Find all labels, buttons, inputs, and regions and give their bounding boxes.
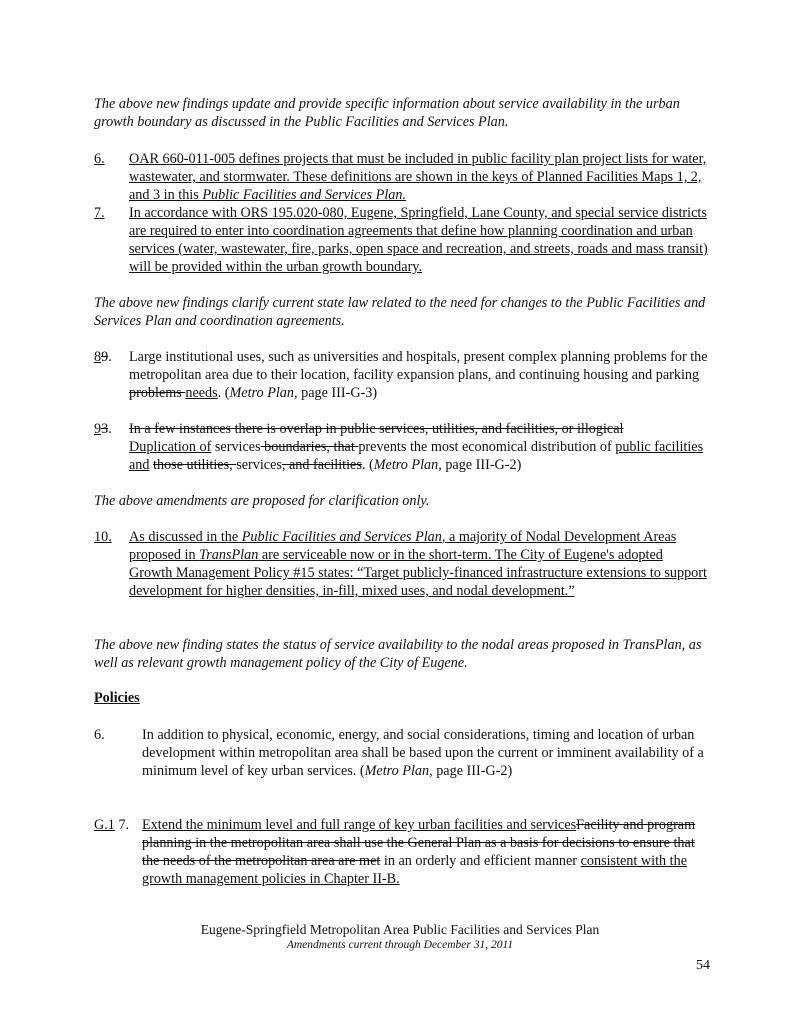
page-number: 54 — [696, 958, 710, 973]
finding-6-number: 6. — [94, 151, 105, 167]
intro-note: The above new findings update and provide specific information about service availability in the urban growth boundary as discussed in the Public Facilities and Services Plan. — [94, 96, 680, 130]
policy-6-number: 6. — [94, 727, 105, 743]
policies-heading: Policies — [94, 690, 140, 706]
nodal-note: The above new finding states the status of service availability to the nodal areas proposed in TransPlan, as well as relevant growth management policy of the City of Eugene. — [94, 637, 702, 671]
finding-7-text: In accordance with ORS 195.020-080, Eugene, Springfield, Lane County, and special service districts are required to enter into coordination agreements that define how planning coordination and urban services (water, wastewater, fire, parks, open space and recreation, and streets, roads and mass transit) will be provided within the urban growth boundary. — [129, 205, 708, 275]
item-8-text: Large institutional uses, such as universities and hospitals, present complex planning problems for the metropolitan area due to their location, facility expansion plans, and continuing housing and parking problems needs. (Metro Plan, page III-G-3) — [129, 349, 708, 401]
item-9-text: In a few instances there is overlap in public services, utilities, and facilities, or illogical Duplication of services boundaries, that prevents the most economical distribution of public facilities and those utilities, services, and facilities. (Metro Plan, page III-G-2) — [129, 421, 704, 473]
finding-6-text: OAR 660-011-005 defines projects that must be included in public facility plan project lists for water, wastewater, and stormwater. These definitions are shown in the keys of Planned Facilities Maps 1, 2, and 3 in this Public Facilities and Services Plan. — [129, 151, 707, 203]
footer-title: Eugene-Springfield Metropolitan Area Public Facilities and Services Plan — [200, 922, 600, 937]
finding-7-number: 7. — [94, 205, 105, 221]
policy-6-text: In addition to physical, economic, energy, and social considerations, timing and location of urban development within metropolitan area shall be based upon the current or imminent availability of a minimum level of key urban services. (Metro Plan, page III-G-2) — [142, 727, 704, 779]
item-9-number: 93. — [94, 421, 112, 437]
clarification-note: The above amendments are proposed for clarification only. — [94, 493, 430, 509]
findings-note: The above new findings clarify current state law related to the need for changes to the Public Facilities and Services Plan and coordination agreements. — [94, 295, 706, 329]
footer-subtitle: Amendments current through December 31, 2011 — [286, 939, 514, 951]
item-10-text: As discussed in the Public Facilities and Services Plan, a majority of Nodal Development Areas proposed in TransPlan are serviceable now or in the short-term. The City of Eugene's adopted Growth Management Policy #15 states: “Target publicly-financed infrastructure extensions to support development for higher densities, in-fill, mixed uses, and nodal development.” — [129, 529, 707, 599]
item-10-number: 10. — [94, 529, 112, 545]
item-8-number: 89. — [94, 349, 112, 365]
policy-7-number: G.1 7. — [94, 817, 130, 833]
policy-7-text: Extend the minimum level and full range of key urban facilities and servicesFacility and program planning in the metropolitan area shall use the General Plan as a basis for decisions to ensure that the needs of the metropolitan area are met in an orderly and efficient manner consistent with the growth management policies in Chapter II-B. — [142, 817, 696, 887]
